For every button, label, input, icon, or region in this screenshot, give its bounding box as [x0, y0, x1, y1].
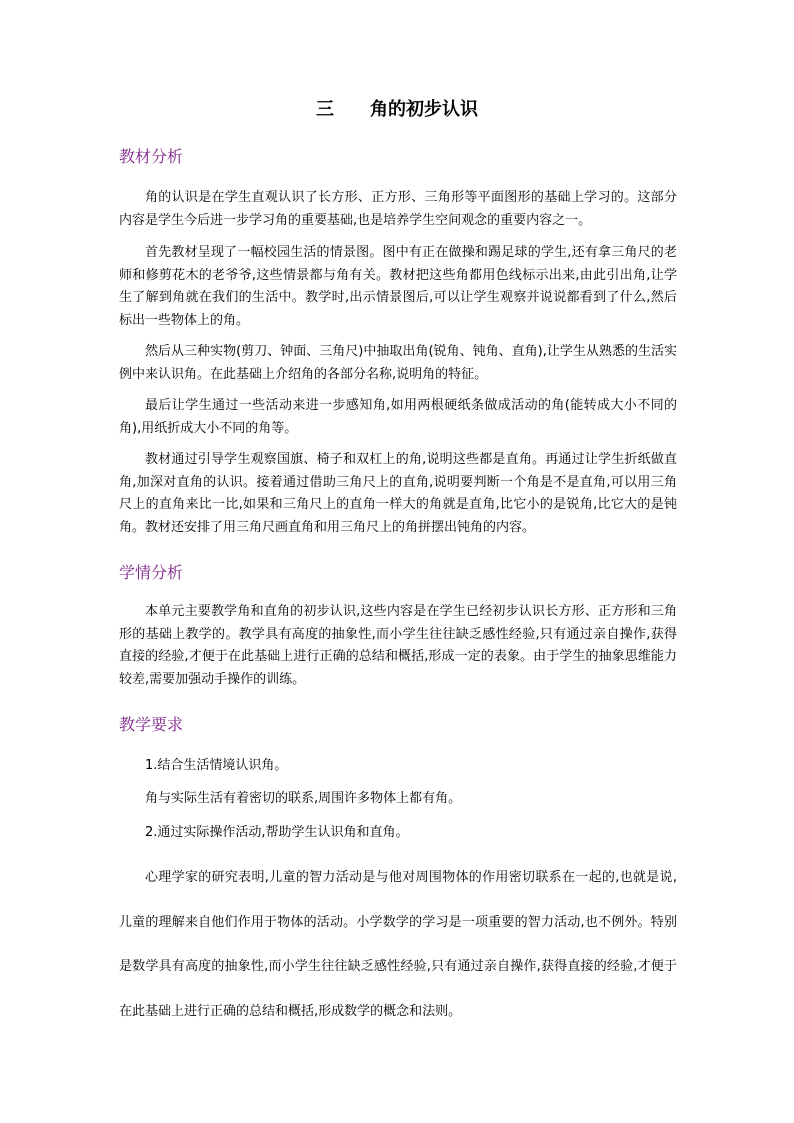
paragraph: 角的认识是在学生直观认识了长方形、正方形、三角形等平面图形的基础上学习的。这部分内容是学生今后进一步学习角的重要基础,也是培养学生空间观念的重要内容之一。 — [119, 190, 677, 228]
paragraph: 然后从三种实物(剪刀、钟面、三角尺)中抽取出角(锐角、钝角、直角),让学生从熟悉的生活实例中来认识角。在此基础上介绍角的各部分名称,说明角的特征。 — [119, 344, 677, 382]
page-title: 三 角的初步认识 — [316, 99, 478, 120]
requirement-item: 角与实际生活有着密切的联系,周围许多物体上都有角。 — [145, 791, 462, 806]
paragraph: 本单元主要教学角和直角的初步认识,这些内容是在学生已经初步认识长方形、正方形和三角形的基础上教学的。教学具有高度的抽象性,而小学生往往缺乏感性经验,只有通过亲自操作,获得直接的经验,才便于在此基础上进行正确的总结和概括,形成一定的表象。由于学生的抽象思维能力较差,需要加强动手操作的训练。 — [119, 604, 677, 687]
paragraph: 教材通过引导学生观察国旗、椅子和双杠上的角,说明这些都是直角。再通过让学生折纸做直角,加深对直角的认识。接着通过借助三角尺上的直角,说明要判断一个角是不是直角,可以用三角尺上的直角来比一比,如果和三角尺上的直角一样大的角就是直角,比它小的是锐角,比它大的是钝角。教材还安排了用三角尺画直角和用三角尺上的角拼摆出钝角的内容。 — [119, 452, 677, 535]
section-heading-students: 学情分析 — [119, 563, 184, 582]
section-heading-materials: 教材分析 — [119, 147, 184, 166]
section-heading-requirements: 教学要求 — [119, 715, 184, 734]
paragraph: 首先教材呈现了一幅校园生活的情景图。图中有正在做操和踢足球的学生,还有拿三角尺的老师和修剪花木的老爷爷,这些情景都与角有关。教材把这些角都用色线标示出来,由此引出角,让学生了解到角就在我们的生活中。教学时,出示情景图后,可以让学生观察并说说都看到了什么,然后标出一些物体上的角。 — [119, 245, 677, 328]
requirement-item: 1.结合生活情境认识角。 — [145, 758, 288, 773]
closing-paragraph: 心理学家的研究表明,儿童的智力活动是与他对周围物体的作用密切联系在一起的,也就是说,儿童的理解来自他们作用于物体的活动。小学数学的学习是一项重要的智力活动,也不例外。特别是数学具有高度的抽象性,而小学生往往缺乏感性经验,只有通过亲自操作,获得直接的经验,才便于在此基础上进行正确的总结和概括,形成数学的概念和法则。 — [119, 870, 677, 1019]
paragraph: 最后让学生通过一些活动来进一步感知角,如用两根硬纸条做成活动的角(能转成大小不同的角),用纸折成大小不同的角等。 — [119, 398, 677, 436]
requirement-item: 2.通过实际操作活动,帮助学生认识角和直角。 — [145, 825, 409, 840]
